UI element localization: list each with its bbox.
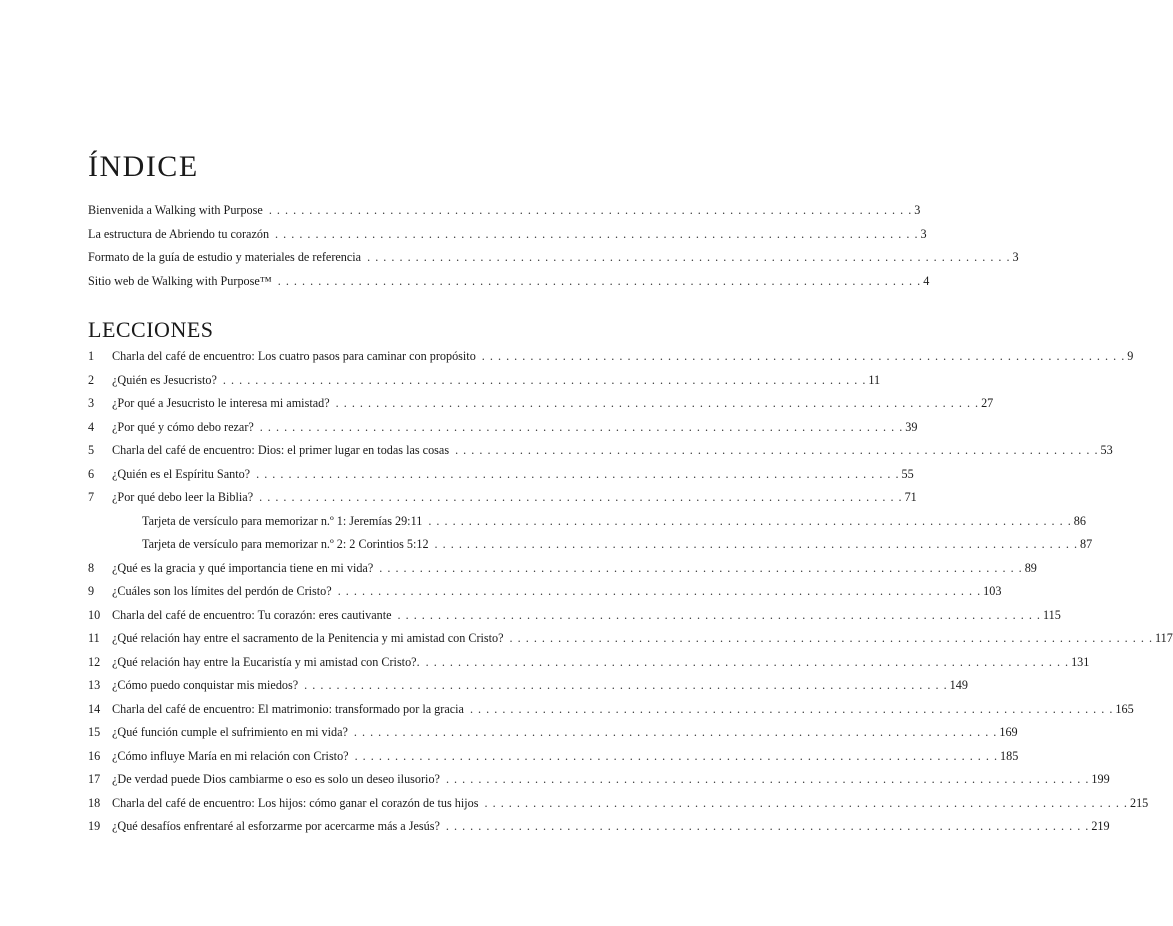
toc-dot-leader [446, 815, 1088, 839]
toc-page-number: 219 [1091, 819, 1110, 833]
lesson-title: ¿Qué relación hay entre la Eucaristía y mi amistad con Cristo?. [112, 654, 420, 669]
toc-page-number: 87 [1080, 537, 1093, 551]
intro-toc-list [88, 199, 1019, 293]
toc-page-number: 199 [1091, 772, 1110, 786]
lesson-title: ¿Por qué debo leer la Biblia? [112, 490, 254, 504]
lesson-entry[interactable] [88, 345, 1134, 369]
lesson-number: 18 [88, 795, 101, 810]
toc-dot-leader [275, 223, 917, 247]
lesson-entry[interactable] [88, 768, 1110, 792]
lesson-number: 11 [88, 631, 100, 645]
toc-dot-leader [354, 721, 996, 745]
toc-page-number: 149 [949, 678, 968, 692]
lesson-title: ¿De verdad puede Dios cambiarme o eso es solo un deseo ilusorio? [112, 772, 440, 786]
lesson-title: Tarjeta de versículo para memorizar n.º 2: 2 Corintios 5:12 [142, 537, 429, 551]
toc-dot-leader [455, 439, 1097, 463]
lesson-title: Charla del café de encuentro: Dios: el primer lugar en todas las cosas [112, 443, 450, 457]
toc-dot-leader [446, 768, 1088, 792]
toc-entry-title: Bienvenida a Walking with Purpose [88, 203, 263, 217]
toc-dot-leader [338, 580, 980, 604]
toc-page-number: 215 [1129, 795, 1149, 810]
toc-dot-leader [435, 533, 1077, 557]
lesson-entry[interactable] [88, 463, 914, 487]
lesson-title: ¿Cómo influye María en mi relación con Cristo? [112, 748, 349, 763]
lesson-entry[interactable] [88, 439, 1113, 463]
toc-dot-leader [470, 698, 1112, 722]
lesson-number: 13 [88, 678, 101, 692]
lesson-entry[interactable] [88, 486, 917, 510]
toc-page-number: 55 [901, 466, 914, 481]
lesson-entry[interactable] [88, 604, 1061, 628]
lesson-title: Charla del café de encuentro: Los cuatro pasos para caminar con propósito [112, 349, 476, 363]
lesson-title: Tarjeta de versículo para memorizar n.º 1: Jeremías 29:11 [142, 513, 423, 528]
lesson-number: 7 [88, 490, 95, 504]
toc-dot-leader [367, 246, 1009, 270]
lesson-entry[interactable] [88, 721, 1018, 745]
toc-page-number: 11 [868, 372, 881, 387]
lesson-title: ¿Cómo puedo conquistar mis miedos? [112, 678, 299, 692]
toc-dot-leader [260, 416, 902, 440]
toc-dot-leader [428, 510, 1070, 534]
toc-entry[interactable] [88, 246, 1019, 270]
lesson-title: ¿Qué relación hay entre el sacramento de la Penitencia y mi amistad con Cristo? [112, 631, 504, 645]
lesson-entry[interactable] [88, 792, 1149, 816]
toc-page-number: 169 [999, 725, 1018, 739]
lesson-entry[interactable] [88, 580, 1002, 604]
toc-page-number: 3 [920, 226, 927, 241]
toc-page-number: 103 [983, 584, 1002, 598]
toc-page-number: 39 [905, 419, 918, 434]
lesson-number: 16 [88, 748, 101, 763]
lesson-number: 8 [88, 560, 95, 575]
lessons-toc-list [88, 345, 1173, 839]
lesson-entry[interactable] [88, 627, 1173, 651]
toc-entry[interactable] [88, 223, 927, 247]
toc-page-number: 86 [1073, 513, 1086, 528]
toc-dot-leader [259, 486, 901, 510]
lesson-entry[interactable] [88, 557, 1037, 581]
toc-page-number: 71 [904, 490, 917, 504]
toc-subentry[interactable] [88, 510, 1086, 534]
toc-dot-leader [223, 369, 865, 393]
lesson-entry[interactable] [88, 369, 881, 393]
lesson-title: ¿Quién es Jesucristo? [112, 372, 217, 387]
lesson-title: ¿Qué es la gracia y qué importancia tiene en mi vida? [112, 560, 374, 575]
toc-page-number: 89 [1024, 560, 1037, 575]
lesson-number: 6 [88, 466, 95, 481]
toc-page-number: 53 [1100, 443, 1113, 457]
lesson-entry[interactable] [88, 392, 994, 416]
toc-subentry[interactable] [88, 533, 1093, 557]
lesson-entry[interactable] [88, 416, 918, 440]
lesson-title: ¿Por qué y cómo debo rezar? [112, 419, 254, 434]
lesson-entry[interactable] [88, 651, 1090, 675]
lesson-entry[interactable] [88, 745, 1019, 769]
toc-dot-leader [355, 745, 997, 769]
lesson-number: 5 [88, 443, 95, 457]
toc-entry-title: Formato de la guía de estudio y materiales de referencia [88, 250, 362, 264]
lesson-number: 15 [88, 725, 101, 739]
lesson-number: 4 [88, 419, 95, 434]
lessons-heading: LECCIONES [88, 317, 214, 342]
toc-page-number: 27 [981, 396, 994, 410]
toc-page-number: 9 [1127, 349, 1134, 363]
lesson-number: 2 [88, 372, 95, 387]
toc-entry[interactable] [88, 270, 930, 294]
lesson-number: 17 [88, 772, 101, 786]
toc-dot-leader [379, 557, 1021, 581]
lesson-title: Charla del café de encuentro: Los hijos: cómo ganar el corazón de tus hijos [112, 795, 479, 810]
toc-page-number: 185 [1000, 748, 1019, 763]
toc-page-number: 3 [1012, 250, 1019, 264]
toc-entry[interactable] [88, 199, 921, 223]
lesson-number: 3 [88, 396, 95, 410]
lesson-entry[interactable] [88, 674, 968, 698]
toc-entry-title: Sitio web de Walking with Purpose™ [88, 273, 272, 288]
toc-page-number: 165 [1115, 701, 1134, 716]
toc-dot-leader [510, 627, 1152, 651]
toc-page-number: 117 [1155, 631, 1173, 645]
lesson-entry[interactable] [88, 698, 1134, 722]
toc-page-number: 4 [923, 273, 930, 288]
toc-dot-leader [485, 792, 1127, 816]
lesson-number: 10 [88, 607, 101, 622]
lesson-number: 9 [88, 584, 95, 598]
toc-dot-leader [426, 651, 1068, 675]
lesson-title: ¿Por qué a Jesucristo le interesa mi amistad? [112, 396, 330, 410]
lesson-number: 14 [88, 701, 101, 716]
lesson-entry[interactable] [88, 815, 1110, 839]
lesson-number: 1 [88, 349, 95, 363]
toc-page-number: 115 [1042, 607, 1061, 622]
lesson-number: 19 [88, 819, 101, 833]
lesson-number: 12 [88, 654, 101, 669]
lesson-title: ¿Qué función cumple el sufrimiento en mi vida? [112, 725, 348, 739]
toc-dot-leader [269, 199, 911, 223]
toc-dot-leader [398, 604, 1040, 628]
page-title: ÍNDICE [88, 150, 199, 183]
lesson-title: ¿Qué desafíos enfrentaré al esforzarme por acercarme más a Jesús? [112, 819, 440, 833]
lesson-title: Charla del café de encuentro: El matrimonio: transformado por la gracia [112, 701, 464, 716]
toc-dot-leader [482, 345, 1124, 369]
toc-dot-leader [336, 392, 978, 416]
toc-dot-leader [256, 463, 898, 487]
lesson-title: Charla del café de encuentro: Tu corazón: eres cautivante [112, 607, 392, 622]
toc-page-number: 131 [1071, 654, 1090, 669]
lesson-title: ¿Cuáles son los límites del perdón de Cristo? [112, 584, 332, 598]
toc-dot-leader [278, 270, 920, 294]
toc-entry-title: La estructura de Abriendo tu corazón [88, 226, 270, 241]
toc-page-number: 3 [914, 203, 921, 217]
lesson-title: ¿Quién es el Espíritu Santo? [112, 466, 251, 481]
toc-dot-leader [304, 674, 946, 698]
